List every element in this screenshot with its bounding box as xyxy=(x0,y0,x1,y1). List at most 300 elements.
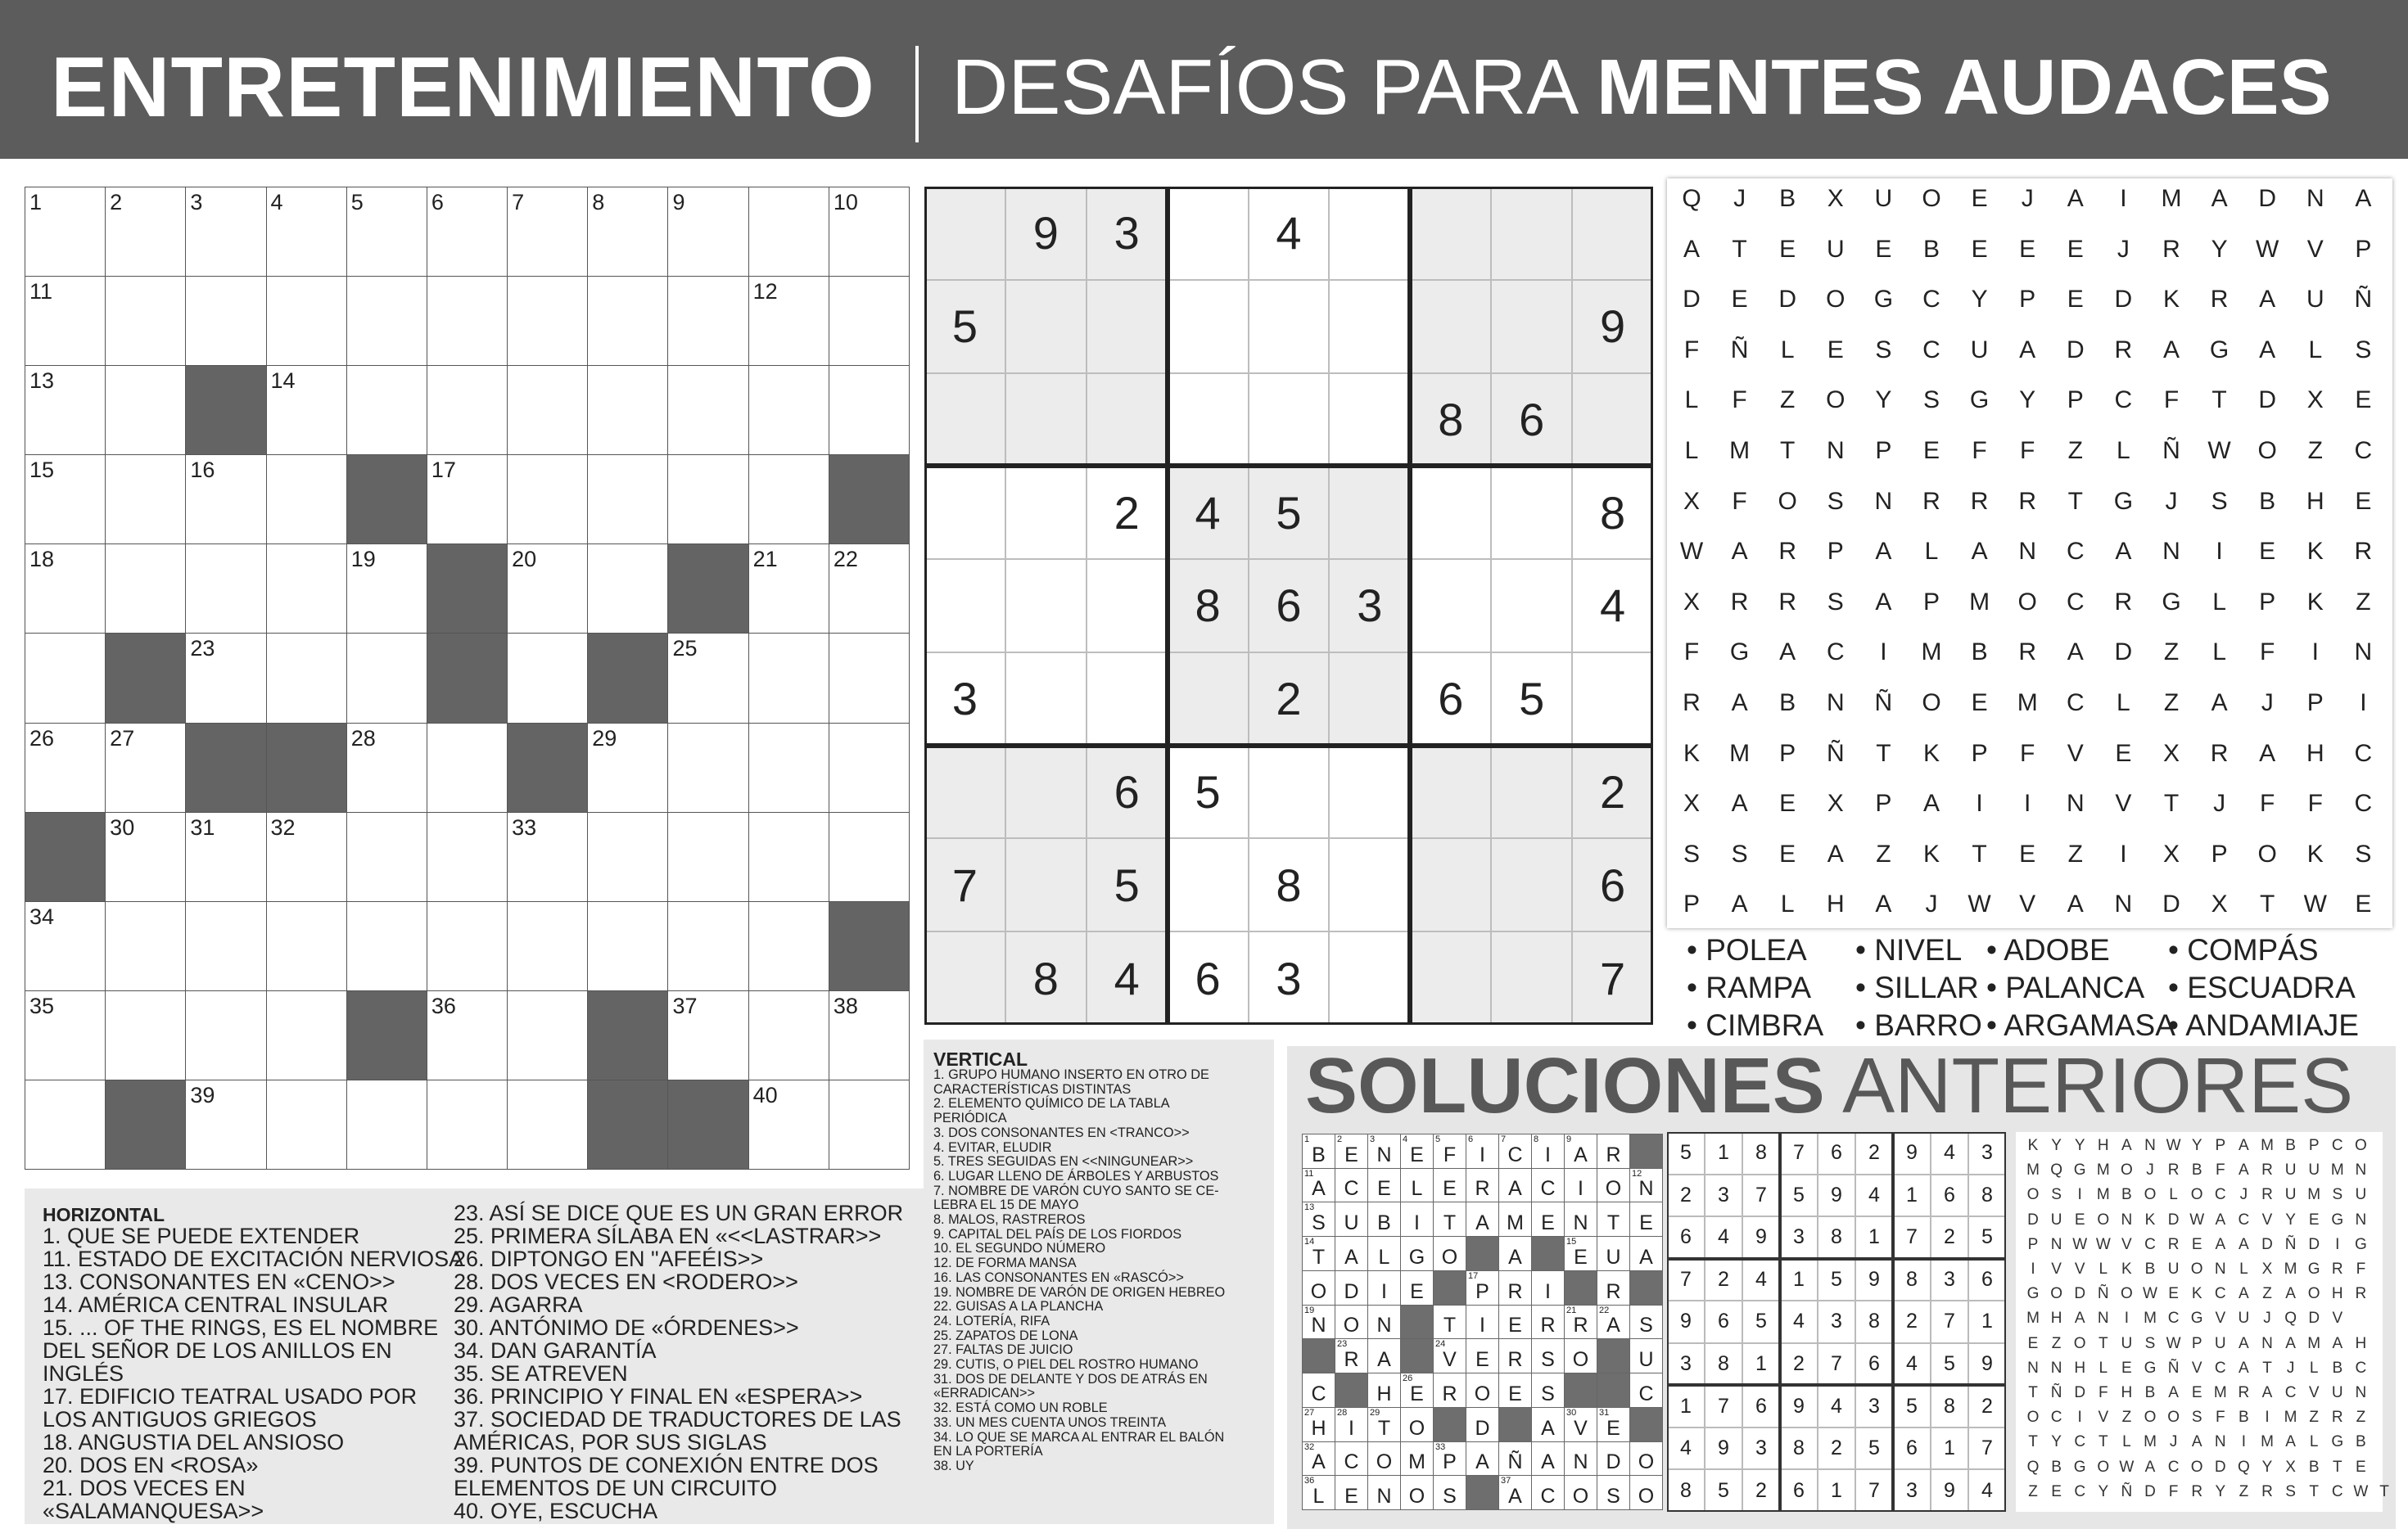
horizontal-clue: 23. ASÍ SE DICE QUE ES UN GRAN ERROR xyxy=(454,1201,904,1225)
crossword-cell[interactable] xyxy=(266,812,347,902)
crossword-cell[interactable] xyxy=(346,365,427,455)
solution-wordsearch-letter: N xyxy=(2261,1334,2273,1352)
vertical-clues-panel xyxy=(924,1040,1274,1524)
solution-wordsearch-letter: M xyxy=(2284,1409,2297,1427)
sudoku-cell[interactable]: 3 xyxy=(1329,559,1410,652)
sudoku-cell[interactable] xyxy=(1491,746,1572,839)
crossword-cell[interactable] xyxy=(185,187,266,277)
wordsearch-letter: F xyxy=(1732,386,1747,414)
solution-crossword-cell xyxy=(1531,1305,1565,1340)
crossword-cell[interactable] xyxy=(427,454,508,544)
crossword-cell[interactable] xyxy=(507,901,588,991)
wordsearch-letter: S xyxy=(2211,487,2228,515)
sudoku-cell[interactable] xyxy=(1168,838,1249,931)
sudoku-cell[interactable] xyxy=(1410,838,1491,931)
crossword-cell[interactable] xyxy=(185,901,266,991)
solution-crossword-cell xyxy=(1302,1305,1335,1340)
solution-wordsearch-letter: Y xyxy=(2191,1137,2202,1154)
solution-sudoku-cell: 8 xyxy=(1893,1259,1931,1301)
solution-letter: I xyxy=(1578,1177,1583,1201)
crossword-clue-number: 39 xyxy=(190,1082,215,1107)
solution-crossword-cell xyxy=(1466,1168,1499,1203)
sudoku-cell[interactable] xyxy=(1005,280,1087,373)
solution-crossword-cell xyxy=(1629,1236,1663,1271)
crossword-cell[interactable] xyxy=(25,633,106,723)
wordsearch-letter: A xyxy=(1922,790,1940,818)
crossword-cell[interactable] xyxy=(667,633,748,723)
solution-sudoku-cell: 1 xyxy=(1780,1259,1818,1301)
crossword-cell[interactable] xyxy=(105,990,186,1080)
wordsearch-letter: F xyxy=(2163,386,2180,414)
sudoku-cell[interactable] xyxy=(1329,931,1410,1025)
crossword-cell[interactable] xyxy=(266,276,347,366)
crossword-cell[interactable] xyxy=(507,1080,588,1170)
sudoku-cell[interactable] xyxy=(1168,652,1249,746)
crossword-cell[interactable] xyxy=(105,543,186,634)
sudoku-cell[interactable]: 3 xyxy=(1087,187,1168,280)
crossword-cell[interactable] xyxy=(829,1080,910,1170)
sudoku-cell[interactable]: 9 xyxy=(1005,187,1087,280)
wordsearch-letter: E xyxy=(2019,840,2036,868)
crossword-cell[interactable] xyxy=(829,812,910,902)
wordsearch-letter: N xyxy=(1826,437,1845,464)
solution-wordsearch-letter: G xyxy=(2331,1433,2344,1451)
crossword-cell[interactable] xyxy=(748,276,829,366)
wordsearch-letter: X xyxy=(2306,386,2324,414)
sudoku-cell[interactable] xyxy=(1329,373,1410,467)
sudoku-cell[interactable]: 3 xyxy=(924,652,1005,746)
crossword-cell[interactable] xyxy=(105,723,186,813)
solution-sudoku-cell: 5 xyxy=(1705,1469,1742,1512)
sudoku-cell[interactable] xyxy=(1087,652,1168,746)
wordsearch-letter: N xyxy=(2306,185,2324,212)
solution-sudoku-cell: 8 xyxy=(1742,1132,1780,1175)
crossword-cell[interactable] xyxy=(25,901,106,991)
solution-wordsearch-letter: S xyxy=(2191,1409,2202,1427)
solution-wordsearch-letter: O xyxy=(2190,1261,2203,1278)
crossword-cell[interactable] xyxy=(667,812,748,902)
sudoku-cell[interactable] xyxy=(1491,838,1572,931)
sudoku-cell[interactable] xyxy=(1087,373,1168,467)
crossword-cell[interactable] xyxy=(427,723,508,813)
solution-letter: A xyxy=(1475,1211,1489,1235)
crossword-cell[interactable] xyxy=(185,633,266,723)
crossword-block xyxy=(587,990,668,1080)
sudoku-cell[interactable] xyxy=(1168,187,1249,280)
crossword-clue-number: 9 xyxy=(672,190,685,214)
crossword-cell[interactable] xyxy=(748,454,829,544)
sudoku-cell[interactable]: 5 xyxy=(1491,652,1572,746)
solution-wordsearch-letter: U xyxy=(2284,1186,2297,1204)
wordsearch-letter: C xyxy=(1922,336,1940,363)
crossword-cell[interactable] xyxy=(667,723,748,813)
crossword-cell[interactable] xyxy=(25,1080,106,1170)
sudoku-cell[interactable]: 5 xyxy=(1087,838,1168,931)
sudoku-cell[interactable]: 5 xyxy=(924,280,1005,373)
solution-wordsearch-letter: C xyxy=(2284,1384,2297,1401)
crossword-cell[interactable] xyxy=(266,633,347,723)
solution-wordsearch-letter: Z xyxy=(2309,1409,2319,1427)
sudoku-cell[interactable]: 6 xyxy=(1410,652,1491,746)
crossword-cell[interactable] xyxy=(105,812,186,902)
crossword-cell[interactable] xyxy=(507,633,588,723)
solution-sudoku-cell: 9 xyxy=(1893,1132,1931,1175)
crossword-cell[interactable] xyxy=(185,812,266,902)
solution-letter: C xyxy=(1638,1382,1654,1405)
crossword-cell[interactable] xyxy=(829,543,910,634)
wordsearch-letter: M xyxy=(2017,689,2038,716)
solution-sudoku-cell: 6 xyxy=(1705,1301,1742,1343)
crossword-cell[interactable] xyxy=(829,990,910,1080)
crossword-cell[interactable] xyxy=(829,276,910,366)
crossword-cell[interactable] xyxy=(667,901,748,991)
solution-sudoku-cell: 7 xyxy=(1893,1216,1931,1259)
solution-crossword-block xyxy=(1564,1373,1597,1408)
solution-wordsearch-letter: H xyxy=(2097,1137,2109,1154)
crossword-cell[interactable] xyxy=(185,1080,266,1170)
sudoku-grid xyxy=(924,187,1653,1025)
crossword-cell[interactable] xyxy=(427,901,508,991)
solution-wordsearch-letter: W xyxy=(2072,1235,2088,1253)
solution-sudoku-cell: 4 xyxy=(1705,1216,1742,1259)
crossword-cell[interactable] xyxy=(105,187,186,277)
crossword-cell[interactable] xyxy=(667,187,748,277)
sudoku-cell[interactable] xyxy=(1410,559,1491,652)
crossword-cell[interactable] xyxy=(346,812,427,902)
solution-wordsearch-letter: N xyxy=(2050,1359,2062,1377)
crossword-cell[interactable] xyxy=(105,454,186,544)
solution-wordsearch-letter: T xyxy=(2379,1482,2389,1500)
crossword-cell[interactable] xyxy=(185,543,266,634)
crossword-cell[interactable] xyxy=(667,454,748,544)
sudoku-cell[interactable] xyxy=(924,466,1005,559)
sudoku-cell[interactable] xyxy=(1410,931,1491,1025)
solution-sudoku-cell: 5 xyxy=(1893,1385,1931,1427)
sudoku-cell[interactable]: 5 xyxy=(1168,746,1249,839)
crossword-cell[interactable] xyxy=(427,365,508,455)
solution-letter: R xyxy=(1540,1314,1556,1337)
wordsearch-letter: Ñ xyxy=(1826,739,1845,767)
crossword-cell[interactable] xyxy=(105,901,186,991)
sudoku-cell[interactable]: 7 xyxy=(1572,931,1653,1025)
solution-wordsearch-letter: W xyxy=(2189,1211,2205,1229)
solution-crossword-cell xyxy=(1433,1202,1466,1237)
sudoku-cell[interactable] xyxy=(1491,466,1572,559)
crossword-cell[interactable] xyxy=(427,187,508,277)
wordsearch-letter: R xyxy=(1778,538,1797,566)
sudoku-cell[interactable]: 2 xyxy=(1572,746,1653,839)
crossword-cell[interactable] xyxy=(748,633,829,723)
solution-wordsearch-letter: C xyxy=(2238,1211,2250,1229)
sudoku-cell[interactable] xyxy=(1329,187,1410,280)
sudoku-cell[interactable]: 6 xyxy=(1249,559,1330,652)
crossword-clue-number: 22 xyxy=(833,547,858,572)
sudoku-cell[interactable] xyxy=(1249,373,1330,467)
crossword-cell[interactable] xyxy=(748,723,829,813)
sudoku-cell[interactable] xyxy=(1572,373,1653,467)
sudoku-cell[interactable]: 6 xyxy=(1491,373,1572,467)
crossword-cell[interactable] xyxy=(427,990,508,1080)
crossword-cell[interactable] xyxy=(667,276,748,366)
crossword-cell[interactable] xyxy=(25,990,106,1080)
crossword-cell[interactable] xyxy=(829,723,910,813)
crossword-cell[interactable] xyxy=(266,454,347,544)
crossword-cell[interactable] xyxy=(507,454,588,544)
crossword-cell[interactable] xyxy=(507,187,588,277)
solution-sudoku-cell: 3 xyxy=(1667,1343,1705,1386)
wordsearch-grid xyxy=(1667,178,2392,928)
sudoku-cell[interactable] xyxy=(1491,559,1572,652)
sudoku-cell[interactable]: 7 xyxy=(924,838,1005,931)
sudoku-cell[interactable] xyxy=(1329,280,1410,373)
sudoku-cell[interactable]: 8 xyxy=(1249,838,1330,931)
solution-letter: I xyxy=(1545,1143,1551,1166)
crossword-cell[interactable] xyxy=(507,812,588,902)
wordsearch-letter: V xyxy=(2019,891,2036,918)
solution-sudoku-cell: 3 xyxy=(1968,1132,2006,1175)
crossword-cell[interactable] xyxy=(507,365,588,455)
sudoku-cell[interactable]: 4 xyxy=(1168,466,1249,559)
sudoku-cell[interactable] xyxy=(1410,466,1491,559)
solution-crossword-block xyxy=(1335,1373,1368,1408)
sudoku-cell[interactable] xyxy=(924,373,1005,467)
wordsearch-letter: M xyxy=(2161,185,2182,212)
crossword-cell[interactable] xyxy=(266,990,347,1080)
crossword-cell[interactable] xyxy=(346,187,427,277)
crossword-cell[interactable] xyxy=(587,276,668,366)
solution-letter: O xyxy=(1605,1177,1622,1201)
sudoku-cell[interactable]: 3 xyxy=(1249,931,1330,1025)
sudoku-cell[interactable] xyxy=(1491,280,1572,373)
solution-crossword-cell xyxy=(1335,1236,1368,1271)
crossword-cell[interactable] xyxy=(266,901,347,991)
crossword-cell[interactable] xyxy=(587,901,668,991)
sudoku-cell[interactable] xyxy=(924,931,1005,1025)
solution-crossword-cell xyxy=(1531,1441,1565,1477)
crossword-grid xyxy=(25,187,909,1169)
crossword-cell[interactable] xyxy=(266,543,347,634)
solution-wordsearch-letter: O xyxy=(2144,1409,2157,1427)
solution-crossword-cell xyxy=(1597,1168,1630,1203)
solution-crossword-cell xyxy=(1367,1475,1401,1510)
sudoku-cell[interactable]: 8 xyxy=(1005,931,1087,1025)
crossword-cell[interactable] xyxy=(185,454,266,544)
sudoku-cell[interactable] xyxy=(1410,187,1491,280)
solution-wordsearch-letter: O xyxy=(2097,1458,2110,1476)
solution-wordsearch-letter: D xyxy=(2074,1384,2086,1401)
solution-letter: S xyxy=(1541,1382,1555,1405)
sudoku-cell[interactable] xyxy=(924,746,1005,839)
solution-letter: O xyxy=(1408,1484,1425,1508)
sudoku-cell[interactable]: 4 xyxy=(1087,931,1168,1025)
solution-wordsearch-letter: M xyxy=(2307,1186,2321,1204)
sudoku-cell[interactable] xyxy=(1249,280,1330,373)
sudoku-cell[interactable] xyxy=(1572,187,1653,280)
crossword-cell[interactable] xyxy=(748,365,829,455)
wordsearch-letter: D xyxy=(2162,891,2180,918)
crossword-block xyxy=(105,1080,186,1170)
crossword-cell[interactable] xyxy=(346,901,427,991)
sudoku-cell[interactable]: 8 xyxy=(1410,373,1491,467)
wordsearch-letter: H xyxy=(2306,739,2324,767)
crossword-clue-number: 15 xyxy=(29,458,55,483)
solution-wordsearch-letter: T xyxy=(2098,1433,2108,1451)
solution-crossword-cell xyxy=(1433,1134,1466,1169)
sudoku-cell[interactable]: 5 xyxy=(1249,466,1330,559)
wordsearch-letter: K xyxy=(1922,739,1940,767)
wordsearch-word: • ADOBE xyxy=(1986,933,2110,967)
crossword-cell[interactable] xyxy=(667,365,748,455)
solution-wordsearch-letter: R xyxy=(2167,1161,2180,1179)
sudoku-cell[interactable] xyxy=(1329,652,1410,746)
wordsearch-letter: R xyxy=(2018,487,2037,515)
wordsearch-letter: C xyxy=(2354,739,2373,767)
crossword-cell[interactable] xyxy=(25,187,106,277)
sudoku-cell[interactable] xyxy=(1005,746,1087,839)
solution-wordsearch-letter: J xyxy=(2146,1161,2154,1179)
crossword-cell[interactable] xyxy=(507,276,588,366)
crossword-cell[interactable] xyxy=(587,187,668,277)
crossword-cell[interactable] xyxy=(587,365,668,455)
crossword-cell[interactable] xyxy=(105,365,186,455)
solution-sudoku-cell: 9 xyxy=(1742,1216,1780,1259)
sudoku-cell[interactable] xyxy=(1005,652,1087,746)
sudoku-cell[interactable]: 4 xyxy=(1249,187,1330,280)
sudoku-cell[interactable] xyxy=(1168,373,1249,467)
solution-wordsearch-letter: P xyxy=(2215,1137,2226,1154)
crossword-cell[interactable] xyxy=(587,454,668,544)
vertical-clue: 8. MALOS, RASTREROS xyxy=(933,1212,1086,1228)
solution-clue-number: 14 xyxy=(1304,1237,1315,1247)
sudoku-cell[interactable] xyxy=(1005,559,1087,652)
sudoku-cell[interactable]: 2 xyxy=(1249,652,1330,746)
solution-sudoku-cell: 9 xyxy=(1667,1301,1705,1343)
sudoku-cell[interactable] xyxy=(1491,931,1572,1025)
sudoku-cell[interactable] xyxy=(924,187,1005,280)
vertical-clue: 27. FALTAS DE JUICIO xyxy=(933,1342,1073,1358)
sudoku-cell[interactable] xyxy=(1005,838,1087,931)
crossword-cell[interactable] xyxy=(346,723,427,813)
sudoku-cell[interactable] xyxy=(1005,373,1087,467)
wordsearch-letter: U xyxy=(1970,336,1989,363)
solution-letter: R xyxy=(1606,1279,1621,1303)
sudoku-cell[interactable]: 6 xyxy=(1087,746,1168,839)
solution-letter: R xyxy=(1344,1348,1359,1372)
sudoku-cell[interactable] xyxy=(1249,746,1330,839)
crossword-cell[interactable] xyxy=(346,633,427,723)
vertical-clue: 32. ESTÁ COMO UN ROBLE xyxy=(933,1400,1108,1416)
wordsearch-letter: R xyxy=(1730,588,1749,616)
crossword-cell[interactable] xyxy=(748,901,829,991)
horizontal-clue: INGLÉS xyxy=(43,1361,124,1386)
sudoku-cell[interactable] xyxy=(1329,466,1410,559)
sudoku-cell[interactable] xyxy=(1329,746,1410,839)
sudoku-cell[interactable] xyxy=(1410,746,1491,839)
vertical-clue: 10. EL SEGUNDO NÚMERO xyxy=(933,1241,1106,1256)
solution-wordsearch-letter: A xyxy=(2168,1384,2179,1401)
vertical-clue: 31. DOS DE DELANTE Y DOS DE ATRÁS EN xyxy=(933,1371,1208,1387)
solution-wordsearch-letter: O xyxy=(2050,1285,2062,1303)
crossword-cell[interactable] xyxy=(266,187,347,277)
solution-crossword-cell xyxy=(1400,1270,1434,1306)
crossword-clue-number: 5 xyxy=(350,190,364,214)
crossword-cell[interactable] xyxy=(748,1080,829,1170)
crossword-cell[interactable] xyxy=(346,1080,427,1170)
wordsearch-letter: Z xyxy=(2163,638,2180,666)
crossword-cell[interactable] xyxy=(25,543,106,634)
sudoku-cell[interactable] xyxy=(1087,280,1168,373)
crossword-cell[interactable] xyxy=(266,365,347,455)
crossword-cell[interactable] xyxy=(25,723,106,813)
crossword-cell[interactable] xyxy=(587,543,668,634)
sudoku-cell[interactable]: 6 xyxy=(1572,838,1653,931)
crossword-cell[interactable] xyxy=(507,990,588,1080)
crossword-cell[interactable] xyxy=(25,365,106,455)
solution-wordsearch-letter: M xyxy=(2307,1334,2321,1352)
crossword-clue-number: 38 xyxy=(833,993,858,1018)
crossword-cell[interactable] xyxy=(748,812,829,902)
sudoku-cell[interactable]: 2 xyxy=(1087,466,1168,559)
crossword-cell[interactable] xyxy=(507,543,588,634)
crossword-cell[interactable] xyxy=(829,365,910,455)
crossword-cell[interactable] xyxy=(427,276,508,366)
wordsearch-letter: W xyxy=(2256,235,2279,263)
solution-crossword xyxy=(1302,1134,1662,1509)
crossword-cell[interactable] xyxy=(748,543,829,634)
crossword-cell[interactable] xyxy=(105,276,186,366)
solution-letter: A xyxy=(1574,1143,1588,1166)
crossword-cell[interactable] xyxy=(185,276,266,366)
sudoku-cell[interactable]: 4 xyxy=(1572,559,1653,652)
crossword-cell[interactable] xyxy=(185,990,266,1080)
crossword-cell[interactable] xyxy=(748,990,829,1080)
sudoku-cell[interactable] xyxy=(1410,280,1491,373)
sudoku-cell[interactable] xyxy=(1329,838,1410,931)
solution-wordsearch-letter: H xyxy=(2331,1285,2343,1303)
wordsearch-letter: P xyxy=(2019,286,2036,313)
crossword-cell[interactable] xyxy=(346,543,427,634)
sudoku-cell[interactable]: 8 xyxy=(1168,559,1249,652)
crossword-cell[interactable] xyxy=(829,633,910,723)
wordsearch-letter: K xyxy=(2306,840,2324,868)
crossword-cell[interactable] xyxy=(25,276,106,366)
sudoku-cell[interactable]: 6 xyxy=(1168,931,1249,1025)
sudoku-cell[interactable]: 9 xyxy=(1572,280,1653,373)
crossword-cell[interactable] xyxy=(25,454,106,544)
wordsearch-letter: S xyxy=(1875,336,1892,363)
sudoku-cell[interactable] xyxy=(1087,559,1168,652)
sudoku-cell[interactable] xyxy=(924,559,1005,652)
solution-clue-number: 19 xyxy=(1304,1305,1315,1315)
sudoku-cell[interactable] xyxy=(1168,280,1249,373)
sudoku-cell[interactable]: 8 xyxy=(1572,466,1653,559)
crossword-cell[interactable] xyxy=(829,187,910,277)
crossword-cell[interactable] xyxy=(427,1080,508,1170)
solution-crossword-block xyxy=(1433,1270,1466,1306)
crossword-cell[interactable] xyxy=(667,990,748,1080)
sudoku-cell[interactable] xyxy=(1005,466,1087,559)
sudoku-cell[interactable] xyxy=(1572,652,1653,746)
crossword-cell[interactable] xyxy=(587,723,668,813)
wordsearch-letter: P xyxy=(1922,588,1940,616)
crossword-cell[interactable] xyxy=(748,187,829,277)
crossword-cell[interactable] xyxy=(266,1080,347,1170)
vertical-clue: PERIÓDICA xyxy=(933,1111,1007,1126)
crossword-cell[interactable] xyxy=(587,812,668,902)
crossword-cell[interactable] xyxy=(427,812,508,902)
crossword-cell[interactable] xyxy=(346,276,427,366)
sudoku-cell[interactable] xyxy=(1491,187,1572,280)
